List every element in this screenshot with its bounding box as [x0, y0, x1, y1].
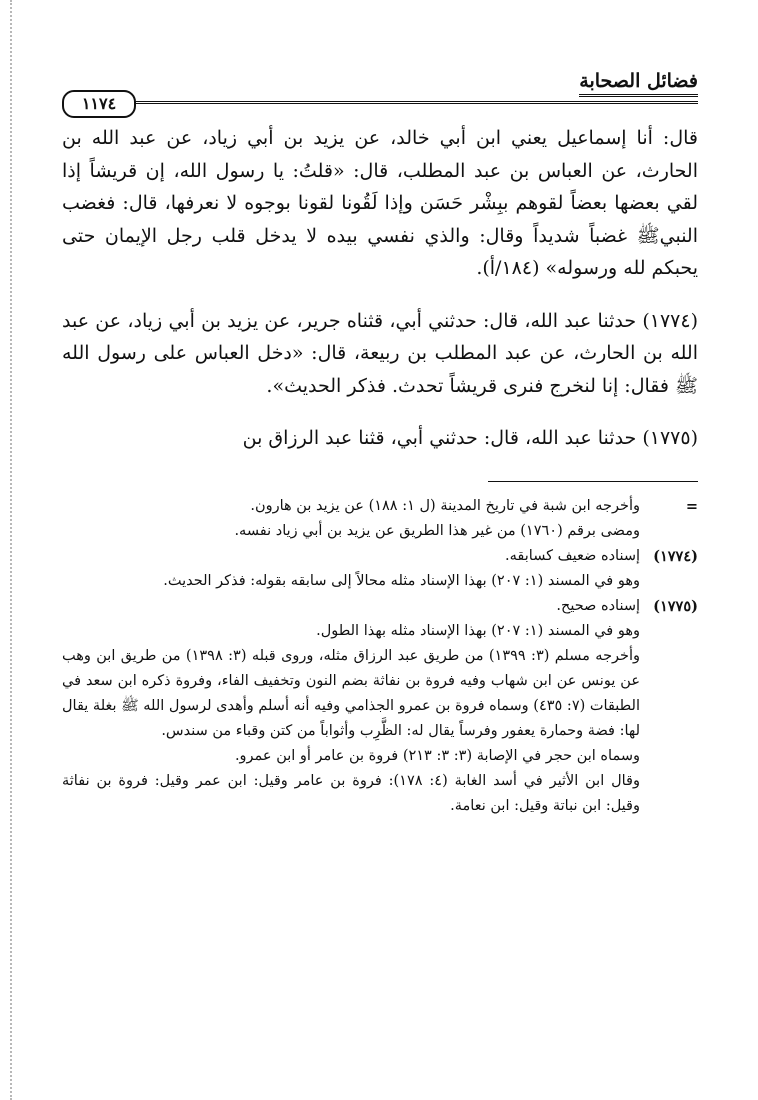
paragraph: قال: أنا إسماعيل يعني ابن أبي خالد، عن يزيد بن أبي زياد، عن عبد الله بن الحارث، عن العباس بن عبد المطلب، قال: «قلتُ: يا رسول الله، إن قريشاً إذا لقي بعضها بعضاً لقوهم ببِشْر حَسَن وإذا لَقُونا لقونا بوجوه لا نعرفها، قال: فغضب النبيﷺ غضباً شديداً وقال: والذي نفسي بيده لا يدخل قلب رجل الإيمان حتى يحبكم لله ورسوله» (١٨٤/أ). — [62, 127, 698, 279]
footnote-marker: = — [685, 497, 698, 515]
page-number: ١١٧٤ — [62, 90, 136, 118]
footnote-line: وهو في المسند (١: ٢٠٧) بهذا الإسناد مثله محالاً إلى سابقه بقوله: فذكر الحديث. — [163, 572, 640, 589]
footnote-marker: (١٧٧٥) — [653, 597, 698, 615]
footnote-line: إسناده ضعيف كسابقه. — [505, 547, 640, 564]
footnote — [62, 494, 698, 544]
paragraph: (١٧٧٥) حدثنا عبد الله، قال: حدثني أبي، قثنا عبد الرزاق بن — [242, 427, 698, 449]
footnotes — [62, 494, 698, 819]
footnote-line: إسناده صحيح. — [556, 597, 640, 614]
footnote-marker: (١٧٧٤) — [653, 547, 698, 565]
footnote-divider — [488, 481, 698, 482]
binding-gutter — [10, 0, 14, 1100]
book-page — [62, 70, 698, 819]
page-header — [62, 70, 698, 122]
footnote — [62, 594, 698, 819]
footnote-line: وأخرجه مسلم (٣: ١٣٩٩) من طريق عبد الرزاق مثله، وروى قبله (٣: ١٣٩٨) من طريق ابن وهب عن يونس عن ابن شهاب وفيه فروة بن نفاثة بضم النون وتخفيف الفاء، وفروة ذكره ابن سعد في الطبقات (٧: ٤٣٥) وسماه فروة بن عمرو الجذامي وفيه أنه أسلم وأهدى لرسول الله ﷺ بغلة يقال لها: فضة وحمارة يعفور وفرساً يقال له: الظَّرِب وأثواباً من كتن وقباء من سندس. — [62, 647, 641, 739]
footnote-line: ومضى برقم (١٧٦٠) من غير هذا الطريق عن يزيد بن أبي زياد نفسه. — [234, 522, 640, 539]
header-rule — [122, 101, 698, 104]
main-text — [62, 122, 698, 455]
footnote-line: وسماه ابن حجر في الإصابة (٣: ٣: ٢١٣) فروة بن عامر أو ابن عمرو. — [234, 747, 640, 764]
footnote-line: وهو في المسند (١: ٢٠٧) بهذا الإسناد مثله بهذا الطول. — [316, 622, 640, 639]
footnote-line: وأخرجه ابن شبة في تاريخ المدينة (ل ١: ١٨٨) عن يزيد بن هارون. — [250, 497, 640, 514]
book-title: فضائل الصحابة — [579, 70, 698, 97]
paragraph: (١٧٧٤) حدثنا عبد الله، قال: حدثني أبي، قثناه جرير، عن يزيد بن أبي زياد، عن عبد الله بن الحارث، عن عبد المطلب بن ربيعة، قال: «دخل العباس على رسول الله ﷺ فقال: إنا لنخرج فنرى قريشاً تحدث. فذكر الحديث». — [62, 309, 698, 397]
footnote-line: وقال ابن الأثير في أسد الغابة (٤: ١٧٨): فروة بن عامر وقيل: ابن عمر وقيل: فروة بن نفاثة وقيل: ابن نباتة وقيل: ابن نعامة. — [62, 772, 640, 814]
footnote — [62, 544, 698, 594]
